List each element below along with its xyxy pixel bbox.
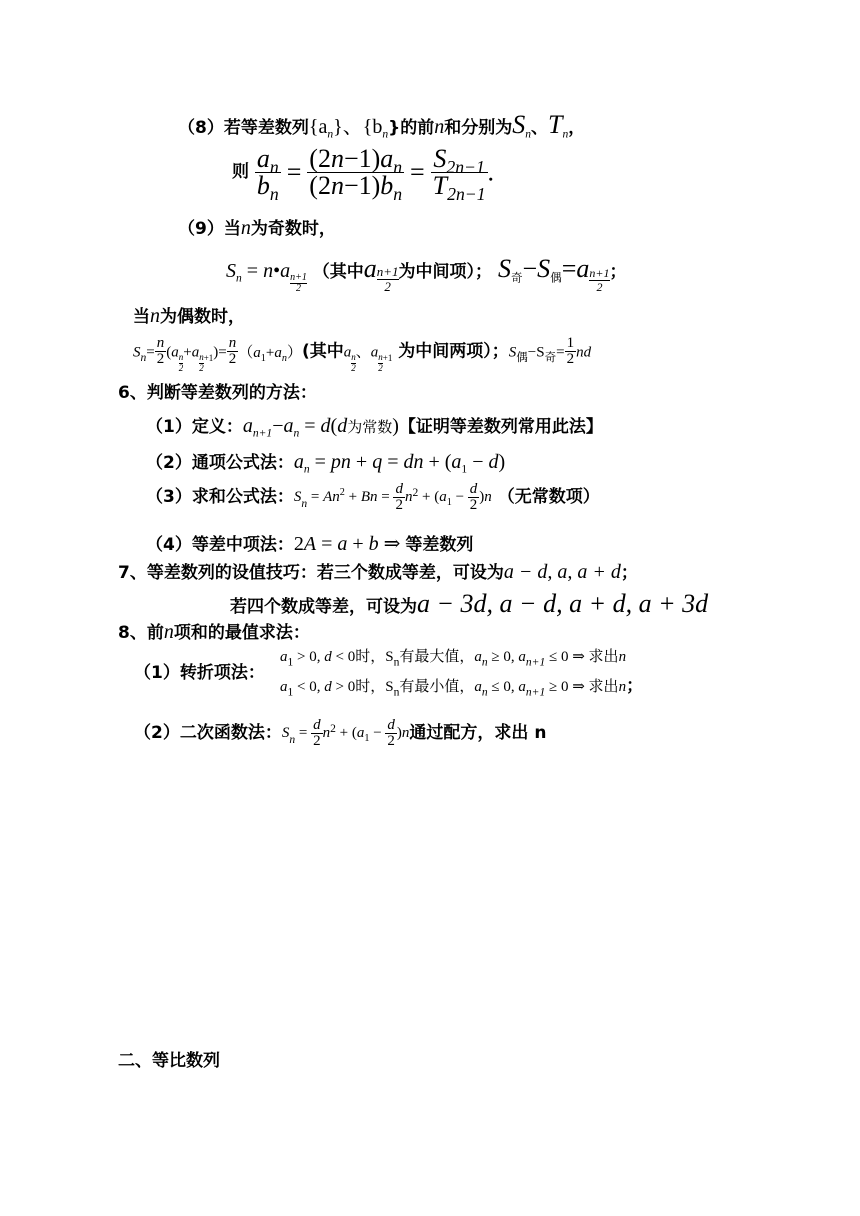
item-9-even-formula: $S_n=$ $\frac{n}{2}$ (a $\frac{n}{2}$ +a $\frac{n}{2}$ $_{+1}$)= $\frac{n}{2}$ $(a_1+a_n)$(其中a $\frac{n}{2}$ 、a $\frac{n}{2}$ $_{+1}$ 为中间两项）；$S_偶-S_奇=$ $\frac{1}{2}$ nd	[133, 335, 592, 373]
section-6-item-1: （1）定义：$a_{n+1}-a_n = d(d$为常数)【证明等差数列常用此法】	[146, 415, 603, 440]
section-8-item-1-label: （1）转折项法：	[134, 663, 265, 683]
item-8-label: （8）若等差数列	[178, 118, 309, 138]
section-6-item-2: （2）通项公式法：$a_n$ = pn + q = dn + $(a_1 - d)$	[146, 451, 506, 476]
item-9-even-line: 当n为偶数时，	[133, 305, 245, 327]
item-8-formula: 则 $\frac{a_n}{b_n}$ = $\frac{(2n-1)a_n}{(2n-1)b_n}$ = $\frac{S_{2n-1}}{T_{2n-1}}$ .	[232, 144, 495, 205]
section-8-item-1-case-min: $a_1 < 0$, d > 0时，$S_n$有最小值，$a_n \le 0$, $a_{n+1} \ge 0$ ⇒ 求出n；	[280, 676, 644, 699]
item-8-line1: （8）若等差数列$\{a_n\}$、$\{b_n\}$的前n和分别为$S_n$、$T_n$，	[178, 110, 586, 141]
section-8-item-1-case-max: $a_1 > 0$, d < 0时，$S_n$有最大值，$a_n \ge 0$, $a_{n+1} \le 0$ ⇒ 求出n	[280, 649, 627, 669]
fraction-an-bn: $\frac{a_n}{b_n}$	[256, 144, 279, 205]
section-8-title: 8、前n项和的最值求法：	[118, 621, 310, 643]
section-8-item-2: （2）二次函数法：$S_n$ = $\frac{d}{2}$ $n^2 + (a_1$ − $\frac{d}{2}$ )n通过配方，求出 n	[134, 717, 547, 749]
section-7-line1: 7、等差数列的设值技巧：若三个数成等差，可设为a − d, a, a + d；	[118, 561, 638, 583]
fraction-S-T: $\frac{S_{2n-1}}{T_{2n-1}}$	[432, 144, 486, 205]
item-9-odd-formula: $S_n$ = n•a $\frac{n+1}{2}$ （其中a $\frac{n+1}{2}$ 为中间项）； $S_奇-S_偶=a$ $\frac{n+1}{2}$ ；	[226, 254, 627, 294]
section-6-item-4: （4）等差中项法：2A = a + b ⇒ 等差数列	[146, 533, 474, 555]
section-6-item-3: （3）求和公式法：$S_n = An^2 + Bn$ = $\frac{d}{2}$ $n^2 + (a_1$ − $\frac{d}{2}$ )n （无常数项）	[146, 481, 600, 513]
section-2-title: 二、等比数列	[118, 1051, 220, 1071]
section-7-line2: 若四个数成等差，可设为a − 3d, a − d, a + d, a + 3d	[230, 589, 709, 618]
item-9-line1: （9）当n为奇数时，	[178, 217, 336, 239]
section-6-title: 6、判断等差数列的方法：	[118, 383, 317, 403]
fraction-2n1: $\frac{(2n-1)a_n}{(2n-1)b_n}$	[309, 144, 403, 205]
